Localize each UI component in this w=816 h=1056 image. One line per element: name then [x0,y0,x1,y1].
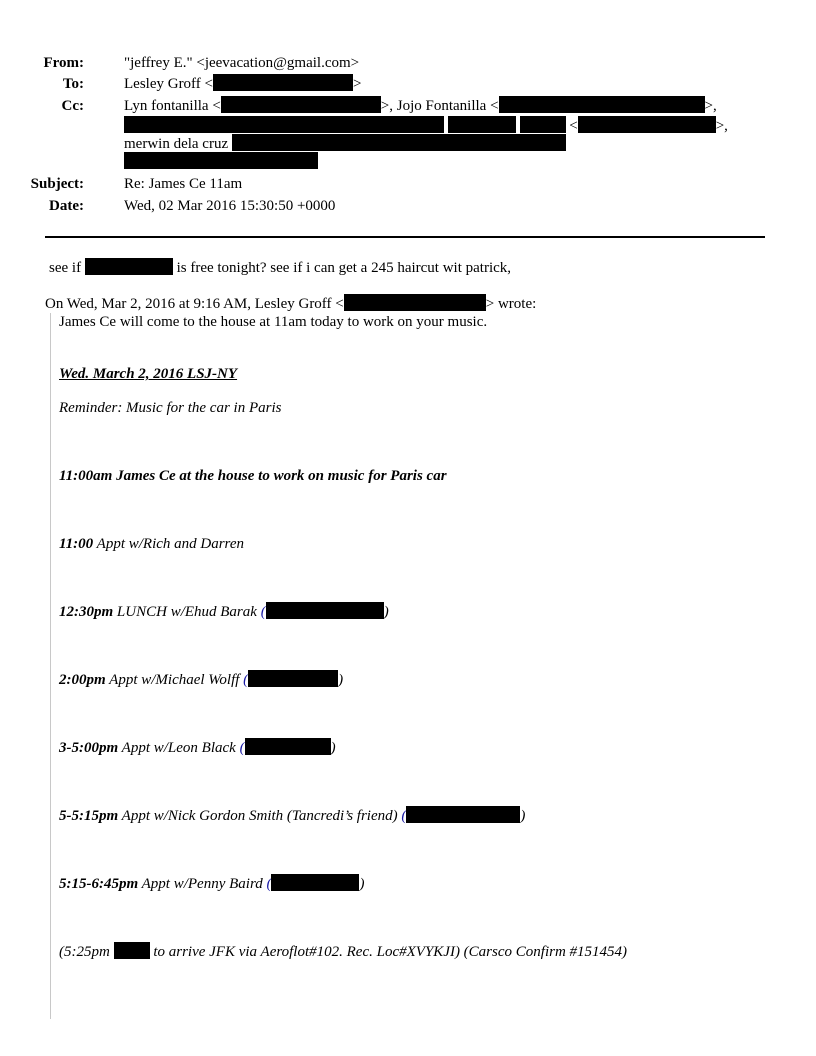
redaction-block [232,134,566,151]
cc-name-1: Lyn fontanilla < [124,98,221,114]
redaction-block [221,96,381,113]
quote-intro-post: > wrote: [485,296,537,312]
schedule-heading-text: Wed. March 2, 2016 LSJ-NY [59,366,238,382]
reply-line [49,258,511,278]
redaction-block [499,96,705,113]
cc-gt: >, [715,118,728,134]
redaction-block [114,942,150,959]
reply-pre: see if [49,260,82,276]
redaction-block [124,152,318,169]
from-label: From: [43,55,84,71]
quote-first-line: James Ce will come to the house at 11am today to work on your music. [59,314,488,330]
cc-value-line3 [124,134,566,154]
redaction-block [406,806,520,823]
schedule-item-text: Appt w/Leon Black [118,740,240,756]
header-divider [45,236,765,238]
schedule-reminder: Reminder: Music for the car in Paris [59,400,282,416]
redaction-block [271,874,359,891]
quote-intro-pre: On Wed, Mar 2, 2016 at 9:16 AM, Lesley Groff < [45,296,344,312]
schedule-item-text: Appt w/Michael Wolff [105,672,244,688]
paren-open: ( [266,876,272,892]
schedule-item-7 [59,874,364,894]
cc-value-line4 [124,152,318,172]
redaction-block [124,116,444,133]
from-value: "jeffrey E." <jeevacation@gmail.com> [124,55,360,71]
paren-open: ( [243,672,249,688]
schedule-item-8 [59,942,627,962]
redaction-block [213,74,353,91]
schedule-item-5 [59,738,336,758]
cc-separator-2: >, [704,98,717,114]
paren-close: ) [338,672,344,688]
schedule-item-8-pre: (5:25pm [59,944,110,960]
paren-close: ) [359,876,365,892]
quote-intro [45,294,536,314]
schedule-item-6 [59,806,525,826]
paren-open: ( [239,740,245,756]
quote-bar [50,313,51,1019]
subject-value: Re: James Ce 11am [124,176,243,192]
schedule-item-text: LUNCH w/Ehud Barak [113,604,261,620]
schedule-item-time: 5-5:15pm [59,808,119,824]
redaction-block [344,294,486,311]
schedule-item-text: Appt w/Rich and Darren [93,536,244,552]
paren-close: ) [520,808,526,824]
schedule-item-time: 2:00pm [59,672,106,688]
cc-separator-1: >, Jojo Fontanilla < [380,98,499,114]
cc-label: Cc: [61,98,84,114]
paren-close: ) [383,604,389,620]
redaction-block [448,116,516,133]
to-label: To: [62,76,84,92]
subject-label: Subject: [30,176,84,192]
to-close: > [353,76,362,92]
date-value: Wed, 02 Mar 2016 15:30:50 +0000 [124,198,336,214]
schedule-item-time: 3-5:00pm [59,740,119,756]
redaction-block [245,738,331,755]
schedule-item-4 [59,670,343,690]
schedule-item-time: 5:15-6:45pm [59,876,139,892]
cc-value-line2 [124,116,728,136]
redaction-block [85,258,173,275]
paren-close: ) [330,740,336,756]
schedule-item-2 [59,534,244,554]
paren-open: ( [401,808,407,824]
to-name: Lesley Groff < [124,76,213,92]
cc-value-line1 [124,96,717,116]
redaction-block [248,670,338,687]
schedule-item-3 [59,602,389,622]
paren-open: ( [260,604,266,620]
redaction-block [266,602,384,619]
schedule-item-1 [59,466,447,486]
redaction-block [578,116,716,133]
schedule-item-text: Appt w/Penny Baird [138,876,267,892]
schedule-heading [59,364,237,384]
reply-post: is free tonight? see if i can get a 245 haircut wit patrick, [176,260,512,276]
schedule-item-1-text: 11:00am James Ce at the house to work on music for Paris car [59,468,447,484]
cc-lt: < [569,118,578,134]
schedule-item-time: 11:00 [59,536,94,552]
date-label: Date: [49,198,84,214]
to-value [124,74,361,94]
cc-name-3: merwin dela cruz [124,136,229,152]
schedule-item-text: Appt w/Nick Gordon Smith (Tancredi’s friend) [118,808,402,824]
schedule-item-time: 12:30pm [59,604,114,620]
redaction-block [520,116,566,133]
schedule-item-8-post: to arrive JFK via Aeroflot#102. Rec. Loc#XVYKJI) (Carsco Confirm #151454) [153,944,628,960]
